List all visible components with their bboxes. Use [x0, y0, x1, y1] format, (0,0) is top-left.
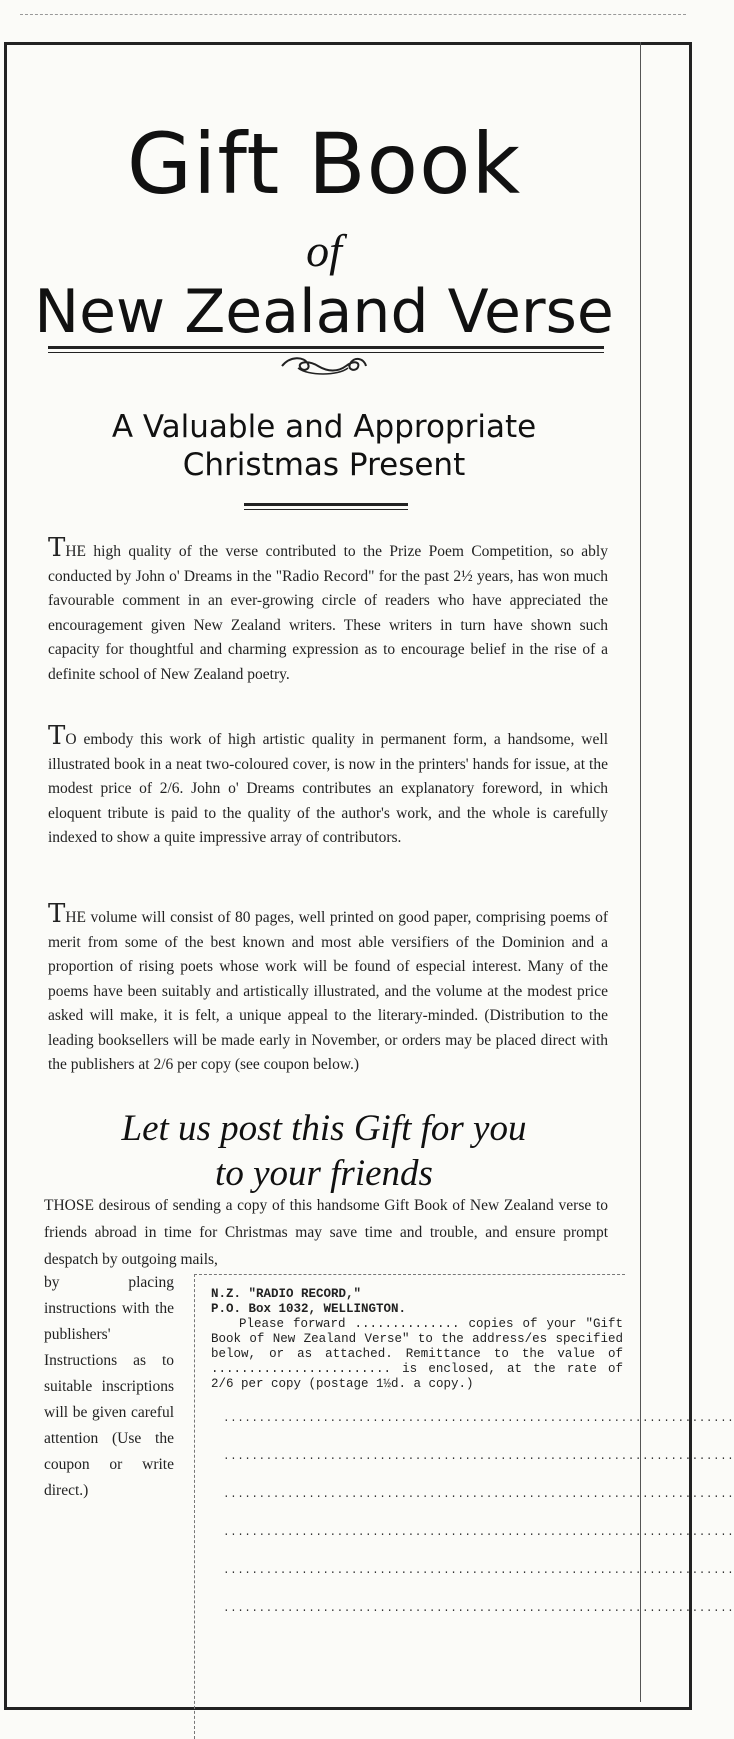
paragraph-2	[48, 721, 608, 851]
coupon-address-line[interactable]: ........................................................................	[223, 1451, 734, 1463]
advertisement-inner	[8, 42, 734, 1702]
paragraph-3	[48, 899, 608, 1078]
title-rule	[48, 346, 604, 353]
paragraph-4-text: HOSE desirous of sending a copy of this handsome Gift Book of New Zealand verse to friends abroad in time for Christmas may save time and trouble, and ensure prompt despatch by outgoing mails,	[44, 1197, 608, 1268]
title-gift-book: Gift Book	[126, 115, 522, 213]
subtitle-rule	[244, 503, 408, 510]
subtitle-line-1: A Valuable and Appropriate	[111, 409, 537, 445]
title-new-zealand-verse: New Zealand Verse	[34, 277, 614, 347]
coupon-address-line-2: P.O. Box 1032, WELLINGTON.	[211, 1302, 407, 1316]
drop-cap: T	[44, 1197, 54, 1214]
paragraph-3-text: HE volume will consist of 80 pages, well printed on good paper, comprising poems of merit from some of the best known and most able versifiers of the Dominion and a proportion of rising poets whose work will be found of especial interest. Many of the poems have been suitably and artistically illustrated, and the volume at the modest price asked will make, it is felt, a unique appeal to the literary-minded. (Distribution to the leading booksellers will be made early in November, or orders may be placed direct with the publishers at 2/6 per copy (see coupon below.)	[48, 909, 608, 1073]
coupon-address-line[interactable]: ........................................................................	[223, 1603, 734, 1615]
order-coupon[interactable]	[194, 1274, 734, 1739]
coupon-text	[211, 1287, 623, 1392]
instructions-column: by placing instructions with the publishers' Instructions as to suitable inscriptions will be given careful attention (Use the coupon or write direct.)	[44, 1274, 174, 1499]
coupon-address-line[interactable]: ........................................................................	[223, 1565, 734, 1577]
scroll-ornament-icon	[278, 354, 368, 378]
coupon-order-text: Please forward .............. copies of your "Gift Book of New Zealand Verse" to the address/es specified below, or as attached. Remittance to the value of ........................ is enclosed, at the rate of 2/6 per copy (postage 1½d. a copy.)	[211, 1317, 623, 1391]
coupon-address-line-1: N.Z. "RADIO RECORD,"	[211, 1287, 362, 1301]
subtitle-line-2: Christmas Present	[182, 447, 466, 483]
coupon-address-line[interactable]: ........................................................................	[223, 1489, 734, 1501]
drop-cap: T	[48, 899, 66, 929]
coupon-address-line[interactable]: ........................................................................	[223, 1527, 734, 1539]
paragraph-2-text: O embody this work of high artistic quality in permanent form, a handsome, well illustrated book in a neat two-coloured cover, is now in the printers' hands for issue, at the modest price of 2/6. John o' Dreams contributes an explanatory foreword, in which eloquent tribute is paid to the quality of the author's work, and the whole is carefully indexed to show a quite impressive array of contributors.	[48, 731, 608, 846]
drop-cap: T	[48, 721, 66, 751]
top-border-line	[20, 14, 686, 15]
post-gift-heading	[8, 1106, 640, 1196]
coupon-address-line[interactable]: ........................................................................	[223, 1413, 734, 1425]
subtitle	[8, 408, 640, 484]
paragraph-4	[44, 1192, 608, 1273]
post-gift-heading-line-2: to your friends	[215, 1153, 433, 1194]
drop-cap: T	[48, 533, 66, 563]
post-gift-heading-line-1: Let us post this Gift for you	[121, 1108, 527, 1149]
paragraph-1-text: HE high quality of the verse contributed to the Prize Poem Competition, so ably conducted by John o' Dreams in the "Radio Record" for the past 2½ years, has won much favourable comment in an ever-growing circle of readers who have appreciated the encouragement given New Zealand writers. These writers in turn have shown such capacity for thoughtful and charming expression as to encourage belief in the rise of a definite school of New Zealand poetry.	[48, 543, 608, 683]
title-of: of	[306, 225, 342, 276]
paragraph-1	[48, 533, 608, 687]
